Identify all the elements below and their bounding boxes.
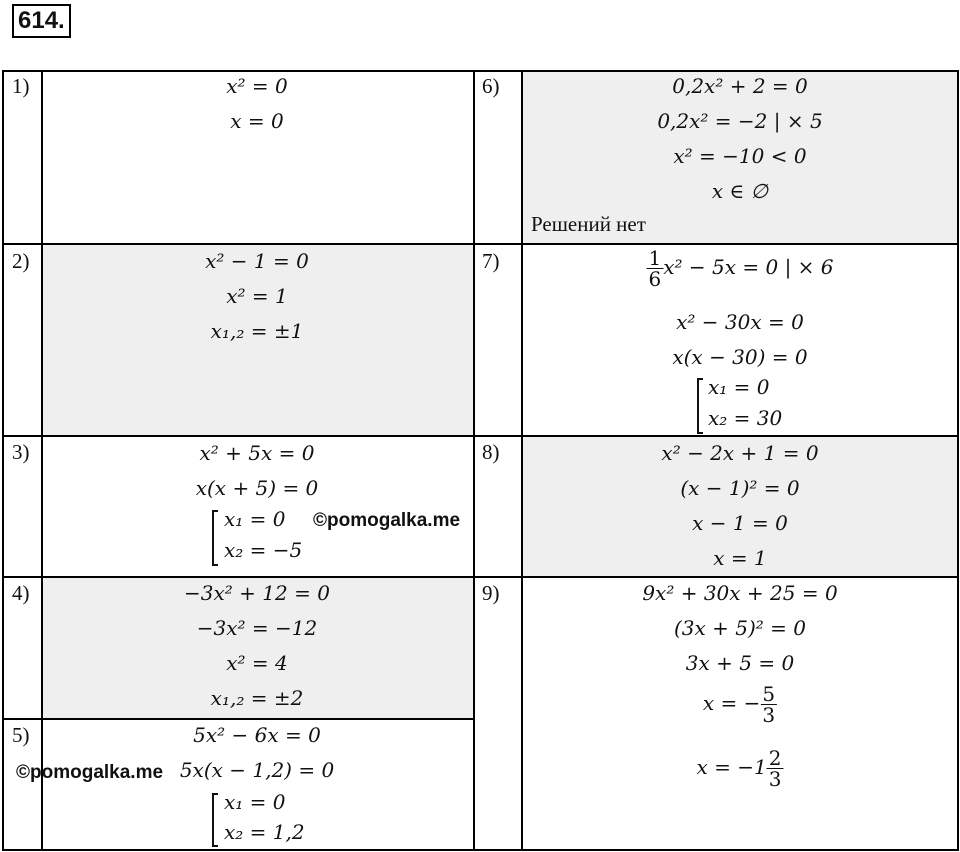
equation-line: x² = 4	[226, 651, 288, 675]
table-divider	[521, 70, 523, 850]
equation-line: −3x² = −12	[196, 616, 318, 640]
fraction-numerator: 1	[648, 246, 662, 270]
system-bracket	[697, 378, 703, 434]
equation-rest: x² − 5x = 0 | × 6	[663, 255, 834, 279]
equation-line: 9x² + 30x + 25 = 0	[642, 581, 838, 605]
equation-line: x² = −10 < 0	[673, 144, 807, 168]
table-border	[2, 849, 959, 851]
equation-line: x² − 1 = 0	[205, 249, 309, 273]
fraction-prefix: x = −	[702, 691, 761, 715]
cell-number: 5)	[12, 723, 30, 747]
cell-number: 1)	[12, 74, 30, 98]
fraction-denominator: 3	[762, 703, 776, 727]
equation-line: x = 0	[230, 109, 284, 133]
fraction	[647, 248, 664, 289]
equation-line: x = 1	[713, 546, 767, 570]
equation-line: x² = 1	[226, 284, 288, 308]
equation-line: x₁,₂ = ±2	[210, 686, 304, 710]
equation-line: 0,2x² = −2 | × 5	[657, 109, 823, 133]
equation-line: −3x² + 12 = 0	[184, 581, 330, 605]
equation-line: x² − 30x = 0	[676, 310, 804, 334]
cell-number: 2)	[12, 249, 30, 273]
fraction-numerator: 2	[768, 746, 782, 770]
fraction	[760, 684, 777, 725]
equation-line: x₁,₂ = ±1	[210, 319, 304, 343]
problem-number: 614.	[12, 4, 71, 38]
equation-line: x − 1 = 0	[692, 511, 788, 535]
table-divider	[41, 70, 43, 850]
table-border	[2, 70, 4, 850]
fraction-prefix: x = −1	[696, 755, 767, 779]
table-border	[957, 70, 959, 850]
fraction	[767, 748, 784, 789]
equation-line: x² − 2x + 1 = 0	[661, 441, 819, 465]
system-line: x₂ = 1,2	[224, 820, 305, 844]
equation-line: 5x² − 6x = 0	[193, 723, 321, 747]
cell-number: 3)	[12, 440, 30, 464]
table-divider	[2, 718, 474, 720]
cell-number: 6)	[482, 74, 500, 98]
table-divider	[473, 70, 475, 850]
equation-line	[647, 248, 834, 289]
system-line: x₂ = 30	[708, 406, 783, 430]
system-line: x₁ = 0	[224, 507, 286, 531]
table-divider	[2, 435, 959, 437]
equation-line: x(x − 30) = 0	[672, 345, 808, 369]
system-line: x₁ = 0	[708, 375, 770, 399]
cell-number: 4)	[12, 581, 30, 605]
cell-number: 7)	[482, 249, 500, 273]
equation-line	[703, 684, 777, 725]
equation-line: (3x + 5)² = 0	[673, 616, 807, 640]
equation-line: (x − 1)² = 0	[680, 476, 800, 500]
equation-line: 5x(x − 1,2) = 0	[179, 758, 335, 782]
watermark: ©pomogalka.me	[16, 762, 164, 783]
equation-line: x(x + 5) = 0	[195, 476, 319, 500]
system-line: x₂ = −5	[224, 538, 303, 562]
system-bracket	[212, 793, 218, 847]
watermark: ©pomogalka.me	[313, 510, 461, 531]
cell-number: 9)	[482, 581, 500, 605]
equation-line: 3x + 5 = 0	[685, 651, 795, 675]
equation-line: x² + 5x = 0	[199, 441, 315, 465]
equation-line: x² = 0	[226, 74, 288, 98]
fraction-numerator: 5	[762, 682, 776, 706]
fraction-denominator: 6	[648, 267, 662, 291]
system-bracket	[212, 510, 218, 566]
table-divider	[2, 243, 959, 245]
no-solutions-note: Решений нет	[531, 212, 646, 236]
cell-number: 8)	[482, 440, 500, 464]
equation-line	[697, 748, 784, 789]
fraction-denominator: 3	[768, 767, 782, 791]
table-divider	[2, 576, 959, 578]
system-line: x₁ = 0	[224, 790, 286, 814]
equation-line: 0,2x² + 2 = 0	[672, 74, 808, 98]
equation-line: x ∈ ∅	[711, 179, 769, 203]
table-border	[2, 70, 959, 72]
